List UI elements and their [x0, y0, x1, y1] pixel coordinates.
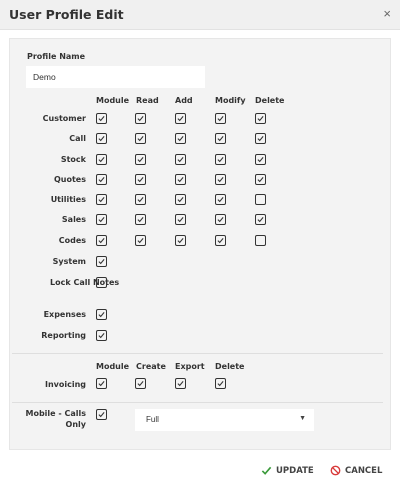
mobile-calls-only-label: Mobile - Calls Only	[25, 409, 86, 429]
cancel-label: CANCEL	[345, 465, 383, 476]
sales-modify-checkbox[interactable]	[215, 214, 226, 225]
codes-read-checkbox[interactable]	[135, 235, 146, 246]
stock-modify-checkbox[interactable]	[215, 154, 226, 165]
customer-add-checkbox[interactable]	[175, 113, 186, 124]
column-header-module: Module	[96, 96, 130, 105]
row-label-stock: Stock	[60, 155, 86, 164]
utilities-module-checkbox[interactable]	[96, 194, 107, 205]
column-header-add: Add	[175, 96, 193, 105]
invoicing-module-checkbox[interactable]	[96, 378, 107, 389]
invoicing-header-export: Export	[175, 362, 205, 371]
divider	[12, 353, 383, 354]
dialog-title: User Profile Edit	[9, 7, 124, 22]
stock-read-checkbox[interactable]	[135, 154, 146, 165]
row-label-quotes: Quotes	[53, 175, 86, 184]
row-label-system: System	[52, 257, 86, 266]
codes-delete-checkbox[interactable]	[255, 235, 266, 246]
cancel-button[interactable]	[330, 465, 382, 476]
reporting-module-checkbox[interactable]	[96, 330, 107, 341]
row-label-codes: Codes	[58, 236, 86, 245]
invoicing-export-checkbox[interactable]	[175, 378, 186, 389]
invoicing-header-module: Module	[96, 362, 130, 371]
sales-add-checkbox[interactable]	[175, 214, 186, 225]
row-label-reporting: Reporting	[41, 331, 86, 340]
close-icon[interactable]: ×	[383, 6, 391, 21]
invoicing-header-create: Create	[136, 362, 166, 371]
codes-add-checkbox[interactable]	[175, 235, 186, 246]
row-label-sales: Sales	[61, 215, 86, 224]
customer-module-checkbox[interactable]	[96, 113, 107, 124]
lock-call-notes-module-checkbox[interactable]	[96, 277, 107, 288]
quotes-read-checkbox[interactable]	[135, 174, 146, 185]
call-module-checkbox[interactable]	[96, 133, 107, 144]
invoicing-delete-checkbox[interactable]	[215, 378, 226, 389]
call-modify-checkbox[interactable]	[215, 133, 226, 144]
profile-name-label: Profile Name	[27, 52, 86, 61]
row-label-invoicing: Invoicing	[44, 380, 86, 389]
stock-add-checkbox[interactable]	[175, 154, 186, 165]
invoicing-create-checkbox[interactable]	[135, 378, 146, 389]
mobile-access-select[interactable]	[135, 409, 314, 431]
row-label-lock-call-notes: Lock Call Notes	[50, 278, 120, 287]
row-label-expenses: Expenses	[43, 310, 86, 319]
update-label: UPDATE	[276, 465, 314, 476]
update-button[interactable]	[261, 465, 314, 476]
utilities-add-checkbox[interactable]	[175, 194, 186, 205]
sales-module-checkbox[interactable]	[96, 214, 107, 225]
column-header-read: Read	[136, 96, 159, 105]
quotes-add-checkbox[interactable]	[175, 174, 186, 185]
check-icon	[261, 465, 272, 476]
system-module-checkbox[interactable]	[96, 256, 107, 267]
stock-delete-checkbox[interactable]	[255, 154, 266, 165]
mobile-calls-only-checkbox[interactable]	[96, 409, 107, 420]
customer-read-checkbox[interactable]	[135, 113, 146, 124]
sales-delete-checkbox[interactable]	[255, 214, 266, 225]
quotes-module-checkbox[interactable]	[96, 174, 107, 185]
codes-module-checkbox[interactable]	[96, 235, 107, 246]
call-read-checkbox[interactable]	[135, 133, 146, 144]
quotes-modify-checkbox[interactable]	[215, 174, 226, 185]
call-add-checkbox[interactable]	[175, 133, 186, 144]
stock-module-checkbox[interactable]	[96, 154, 107, 165]
divider	[12, 402, 383, 403]
cancel-icon	[330, 465, 341, 476]
utilities-read-checkbox[interactable]	[135, 194, 146, 205]
utilities-modify-checkbox[interactable]	[215, 194, 226, 205]
profile-name-input[interactable]	[26, 66, 205, 88]
dialog-titlebar	[0, 0, 400, 30]
codes-modify-checkbox[interactable]	[215, 235, 226, 246]
chevron-down-icon: ▼	[299, 415, 306, 422]
column-header-modify: Modify	[215, 96, 246, 105]
invoicing-header-delete: Delete	[215, 362, 245, 371]
row-label-utilities: Utilities	[50, 195, 86, 204]
utilities-delete-checkbox[interactable]	[255, 194, 266, 205]
quotes-delete-checkbox[interactable]	[255, 174, 266, 185]
row-label-call: Call	[69, 134, 86, 143]
expenses-module-checkbox[interactable]	[96, 309, 107, 320]
sales-read-checkbox[interactable]	[135, 214, 146, 225]
row-label-customer: Customer	[42, 114, 86, 123]
customer-modify-checkbox[interactable]	[215, 113, 226, 124]
column-header-delete: Delete	[255, 96, 285, 105]
customer-delete-checkbox[interactable]	[255, 113, 266, 124]
call-delete-checkbox[interactable]	[255, 133, 266, 144]
mobile-access-value: Full	[146, 415, 159, 424]
